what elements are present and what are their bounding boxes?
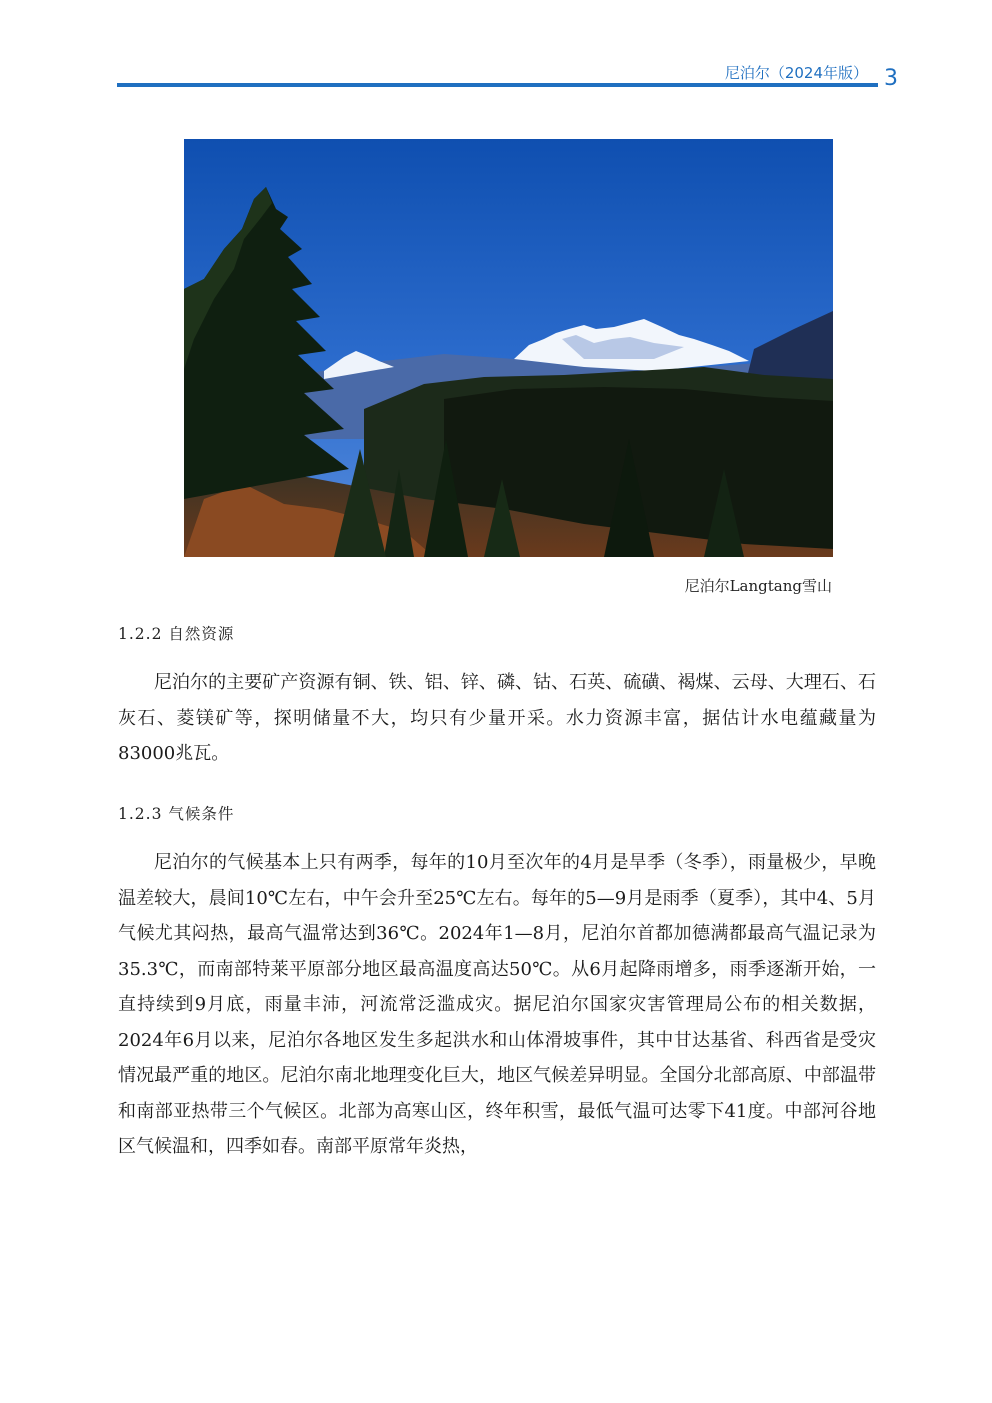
section-heading-climate: 1.2.3 气候条件 <box>118 805 235 823</box>
header-rule <box>117 83 878 87</box>
figure-caption: 尼泊尔Langtang雪山 <box>684 577 832 595</box>
section-heading-natural-resources: 1.2.2 自然资源 <box>118 625 235 643</box>
paragraph-natural-resources: 尼泊尔的主要矿产资源有铜、铁、铝、锌、磷、钴、石英、硫磺、褐煤、云母、大理石、石灰石、菱镁矿等，探明储量不大，均只有少量开采。水力资源丰富，据估计水电蕴藏量为83000兆瓦。 <box>118 672 876 764</box>
langtang-mountain-photo <box>184 139 833 557</box>
page-number: 3 <box>884 66 898 91</box>
paragraph-climate: 尼泊尔的气候基本上只有两季，每年的10月至次年的4月是旱季（冬季），雨量极少，早晚温差较大，晨间10℃左右，中午会升至25℃左右。每年的5—9月是雨季（夏季），其中4、5月气候尤其闷热，最高气温常达到36℃。2024年1—8月，尼泊尔首都加德满都最高气温记录为35.3℃，而南部特莱平原部分地区最高温度高达50℃。从6月起降雨增多，雨季逐渐开始，一直持续到9月底，雨量丰沛，河流常泛滥成灾。据尼泊尔国家灾害管理局公布的相关数据，2024年6月以来，尼泊尔各地区发生多起洪水和山体滑坡事件，其中甘达基省、科西省是受灾情况最严重的地区。尼泊尔南北地理变化巨大，地区气候差异明显。全国分北部高原、中部温带和南部亚热带三个气候区。北部为高寒山区，终年积雪，最低气温可达零下41度。中部河谷地区气候温和，四季如春。南部平原常年炎热， <box>118 852 876 1157</box>
header-title: 尼泊尔（2024年版） <box>724 64 868 82</box>
